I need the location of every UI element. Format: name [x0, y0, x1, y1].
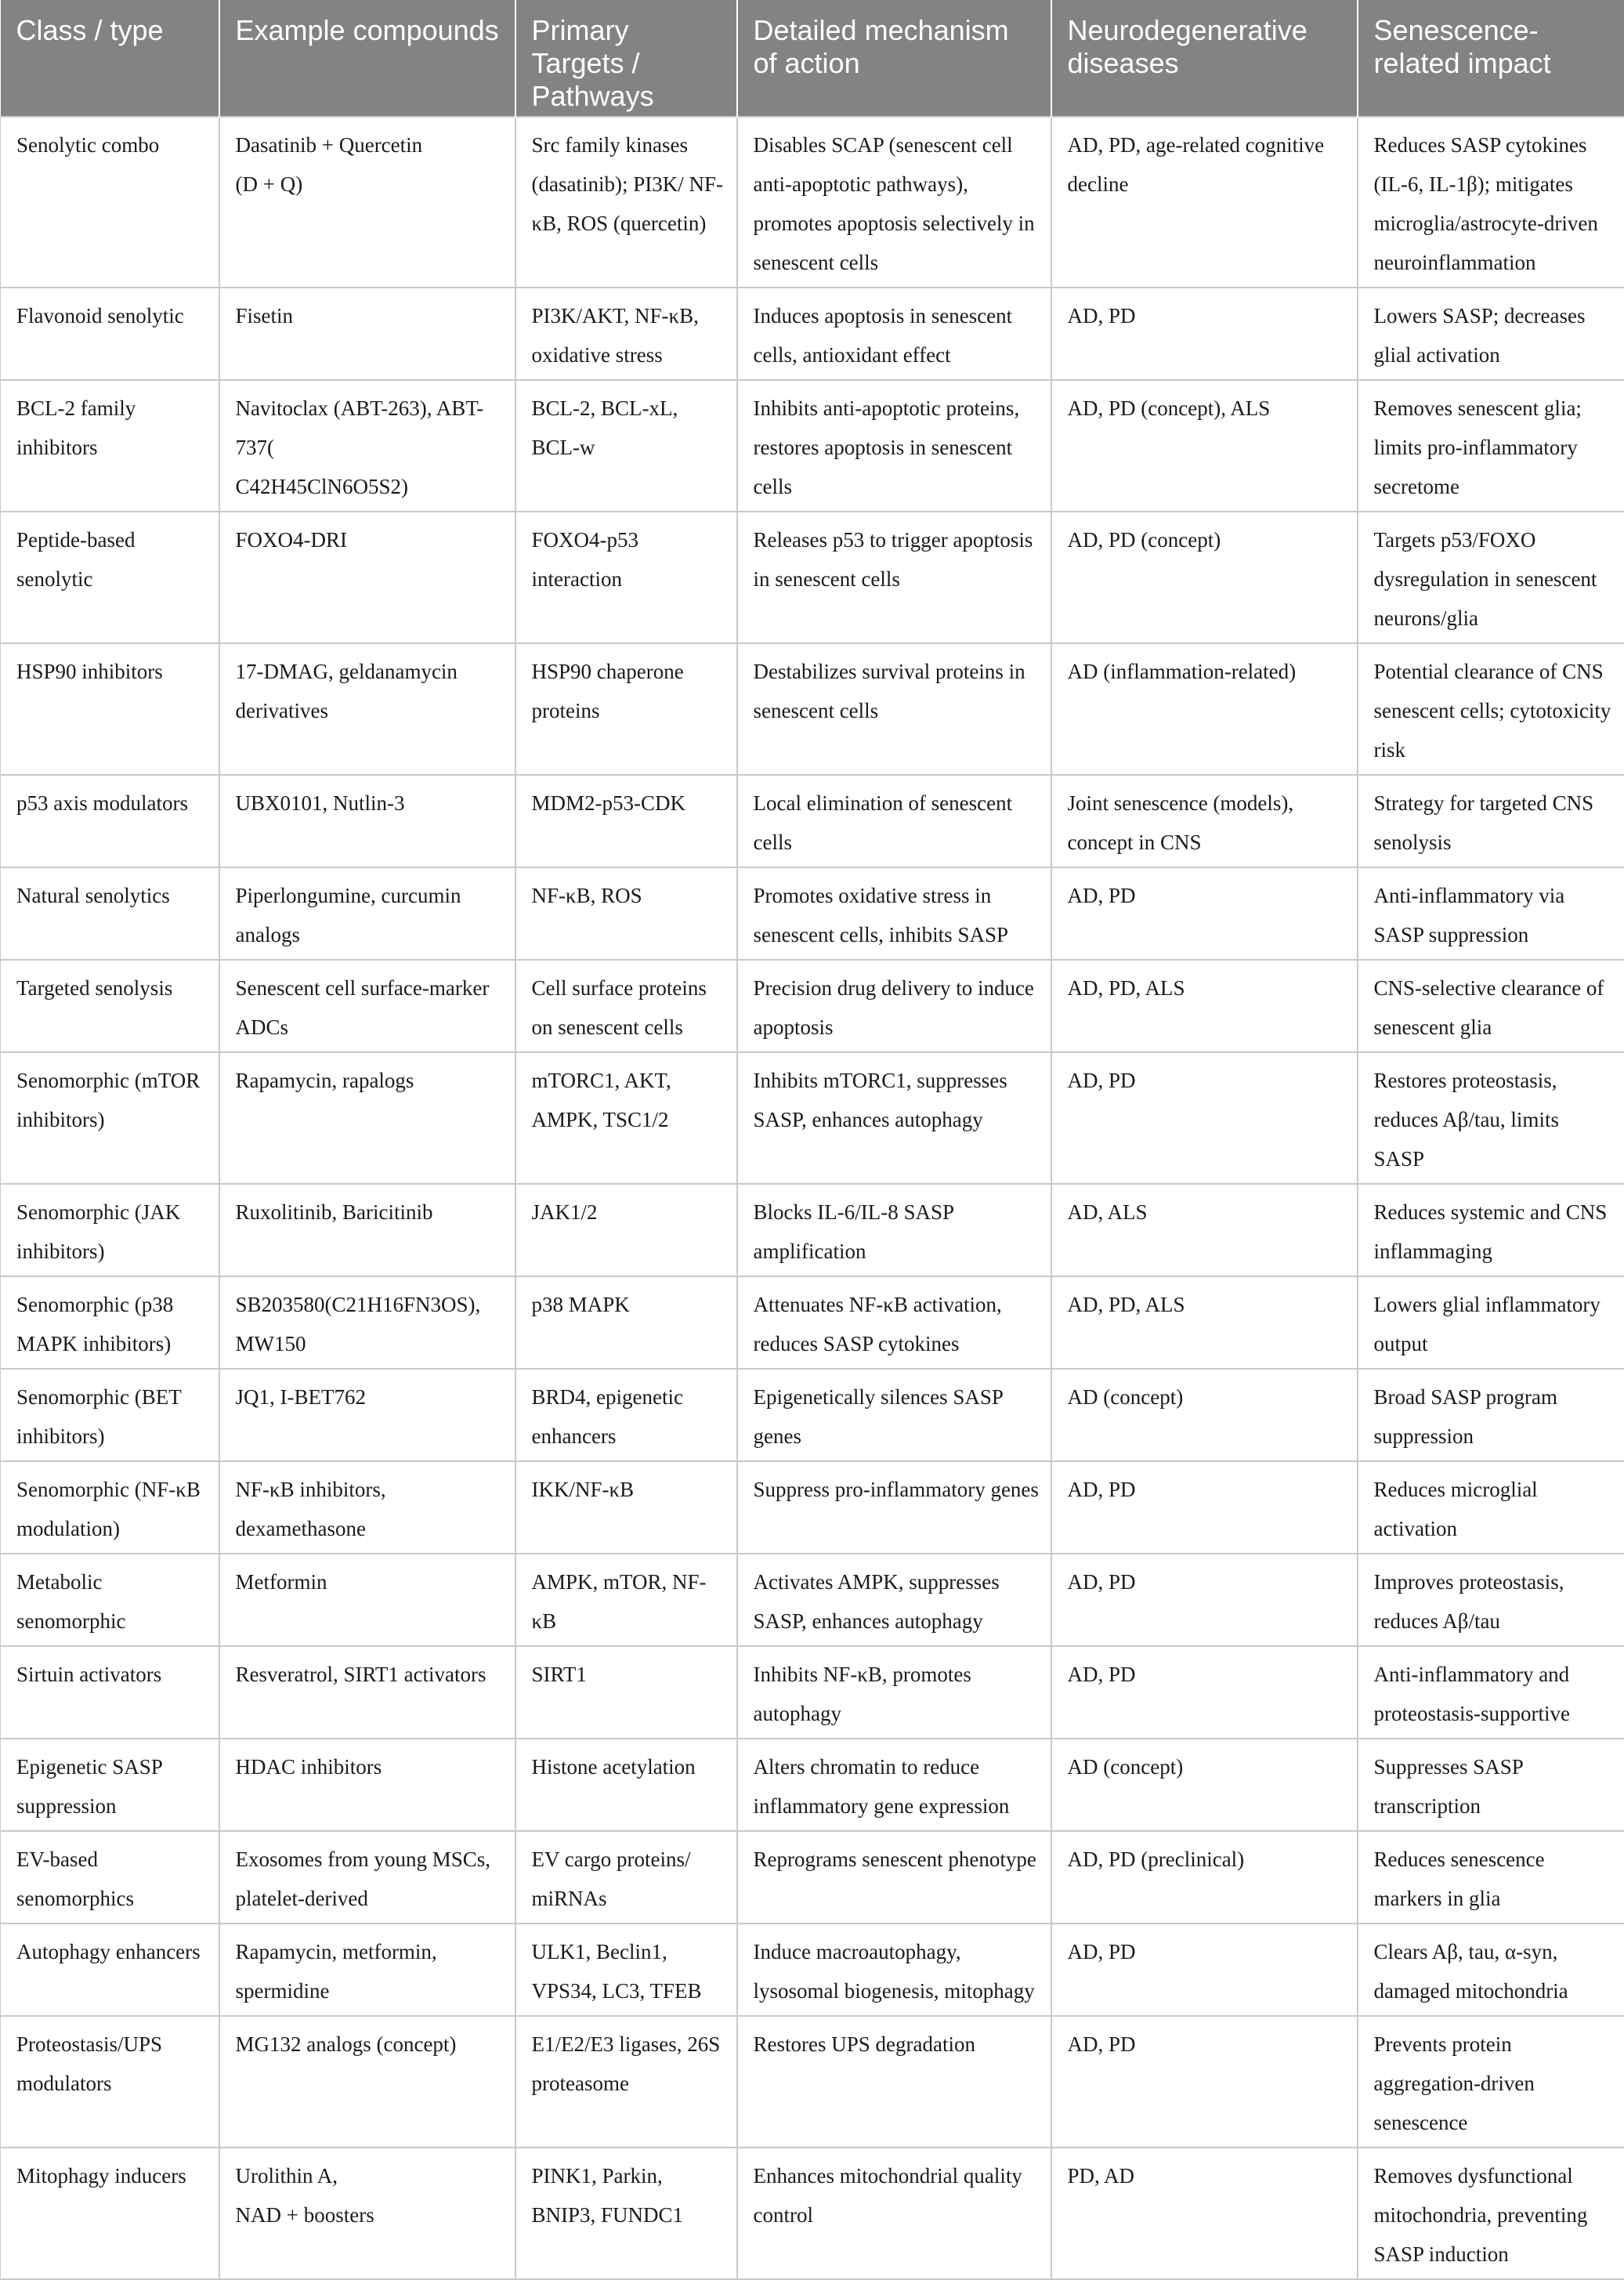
cell-diseases: AD, PD, ALS	[1051, 960, 1358, 1052]
cell-senescence-impact: Restores proteostasis, reduces Aβ/tau, limits SASP	[1358, 1052, 1624, 1184]
cell-class-type: Senomorphic (BET inhibitors)	[1, 1369, 219, 1461]
table-row	[1, 867, 1624, 960]
cell-mechanism: Activates AMPK, suppresses SASP, enhances autophagy	[737, 1554, 1051, 1646]
cell-class-type: Sirtuin activators	[1, 1646, 219, 1739]
cell-primary-targets: NF-κB, ROS	[515, 867, 737, 960]
cell-example-compounds: Rapamycin, metformin, spermidine	[219, 1924, 515, 2016]
cell-class-type: Proteostasis/UPS modulators	[1, 2016, 219, 2148]
cell-class-type: Autophagy enhancers	[1, 1924, 219, 2016]
cell-mechanism: Suppress pro-inflammatory genes	[737, 1461, 1051, 1554]
cell-diseases: AD, PD (concept)	[1051, 512, 1358, 643]
cell-diseases: AD, PD	[1051, 1554, 1358, 1646]
cell-example-compounds: SB203580(C21H16FN3OS), MW150	[219, 1276, 515, 1369]
cell-mechanism: Reprograms senescent phenotype	[737, 1831, 1051, 1924]
cell-example-compounds: Ruxolitinib, Baricitinib	[219, 1184, 515, 1276]
cell-senescence-impact: Removes dysfunctional mitochondria, preventing SASP induction	[1358, 2148, 1624, 2279]
cell-diseases: AD, PD	[1051, 288, 1358, 380]
cell-mechanism: Induce macroautophagy, lysosomal biogenesis, mitophagy	[737, 1924, 1051, 2016]
header-example-compounds: Example compounds	[219, 0, 515, 117]
cell-primary-targets: HSP90 chaperone proteins	[515, 643, 737, 775]
cell-primary-targets: PINK1, Parkin, BNIP3, FUNDC1	[515, 2148, 737, 2279]
cell-primary-targets: mTORC1, AKT, AMPK, TSC1/2	[515, 1052, 737, 1184]
cell-primary-targets: AMPK, mTOR, NF-κB	[515, 1554, 737, 1646]
cell-primary-targets: FOXO4-p53 interaction	[515, 512, 737, 643]
cell-example-compounds: Metformin	[219, 1554, 515, 1646]
header-row	[1, 0, 1624, 117]
cell-mechanism: Inhibits anti-apoptotic proteins, restores apoptosis in senescent cells	[737, 380, 1051, 512]
cell-senescence-impact: Suppresses SASP transcription	[1358, 1739, 1624, 1831]
cell-class-type: Peptide-based senolytic	[1, 512, 219, 643]
cell-diseases: PD, AD	[1051, 2148, 1358, 2279]
table-row	[1, 643, 1624, 775]
cell-example-compounds: JQ1, I-BET762	[219, 1369, 515, 1461]
cell-primary-targets: IKK/NF-κB	[515, 1461, 737, 1554]
cell-example-compounds: MG132 analogs (concept)	[219, 2016, 515, 2148]
cell-example-compounds: Piperlongumine, curcumin analogs	[219, 867, 515, 960]
cell-primary-targets: SIRT1	[515, 1646, 737, 1739]
cell-senescence-impact: Reduces senescence markers in glia	[1358, 1831, 1624, 1924]
cell-senescence-impact: Strategy for targeted CNS senolysis	[1358, 775, 1624, 867]
cell-example-compounds: Exosomes from young MSCs, platelet-derived	[219, 1831, 515, 1924]
cell-class-type: Epigenetic SASP suppression	[1, 1739, 219, 1831]
table-row	[1, 1554, 1624, 1646]
header-primary-targets: Primary Targets / Pathways	[515, 0, 737, 117]
cell-diseases: AD (concept)	[1051, 1739, 1358, 1831]
header-diseases: Neurodegenerative diseases	[1051, 0, 1358, 117]
cell-primary-targets: p38 MAPK	[515, 1276, 737, 1369]
cell-mechanism: Enhances mitochondrial quality control	[737, 2148, 1051, 2279]
cell-senescence-impact: Improves proteostasis, reduces Aβ/tau	[1358, 1554, 1624, 1646]
table-row	[1, 2148, 1624, 2279]
cell-example-compounds: Dasatinib + Quercetin (D + Q)	[219, 117, 515, 288]
cell-class-type: Senomorphic (NF-κB modulation)	[1, 1461, 219, 1554]
cell-diseases: AD, PD	[1051, 1052, 1358, 1184]
cell-mechanism: Promotes oxidative stress in senescent cells, inhibits SASP	[737, 867, 1051, 960]
cell-example-compounds: FOXO4-DRI	[219, 512, 515, 643]
cell-diseases: AD, PD, age-related cognitive decline	[1051, 117, 1358, 288]
cell-primary-targets: JAK1/2	[515, 1184, 737, 1276]
table-row	[1, 1369, 1624, 1461]
cell-mechanism: Inhibits mTORC1, suppresses SASP, enhances autophagy	[737, 1052, 1051, 1184]
cell-class-type: Natural senolytics	[1, 867, 219, 960]
cell-example-compounds: Navitoclax (ABT-263), ABT-737( C42H45ClN6O5S2)	[219, 380, 515, 512]
cell-primary-targets: MDM2-p53-CDK	[515, 775, 737, 867]
cell-mechanism: Induces apoptosis in senescent cells, antioxidant effect	[737, 288, 1051, 380]
header-mechanism: Detailed mechanism of action	[737, 0, 1051, 117]
cell-senescence-impact: Reduces microglial activation	[1358, 1461, 1624, 1554]
cell-diseases: AD, PD	[1051, 1461, 1358, 1554]
cell-class-type: EV-based senomorphics	[1, 1831, 219, 1924]
header-class-type: Class / type	[1, 0, 219, 117]
cell-diseases: AD, PD	[1051, 1924, 1358, 2016]
cell-class-type: Senomorphic (JAK inhibitors)	[1, 1184, 219, 1276]
cell-primary-targets: BRD4, epigenetic enhancers	[515, 1369, 737, 1461]
header-senescence-impact: Senescence-related impact	[1358, 0, 1624, 117]
cell-senescence-impact: Lowers glial inflammatory output	[1358, 1276, 1624, 1369]
cell-mechanism: Releases p53 to trigger apoptosis in senescent cells	[737, 512, 1051, 643]
cell-example-compounds: Senescent cell surface-marker ADCs	[219, 960, 515, 1052]
cell-senescence-impact: Prevents protein aggregation-driven senescence	[1358, 2016, 1624, 2148]
cell-primary-targets: Cell surface proteins on senescent cells	[515, 960, 737, 1052]
cell-class-type: Mitophagy inducers	[1, 2148, 219, 2279]
cell-primary-targets: BCL-2, BCL-xL, BCL-w	[515, 380, 737, 512]
table-header	[1, 0, 1624, 117]
cell-senescence-impact: Anti-inflammatory and proteostasis-supportive	[1358, 1646, 1624, 1739]
table-row	[1, 117, 1624, 288]
table-row	[1, 1739, 1624, 1831]
cell-diseases: AD, PD	[1051, 2016, 1358, 2148]
cell-senescence-impact: Clears Aβ, tau, α-syn, damaged mitochondria	[1358, 1924, 1624, 2016]
cell-diseases: Joint senescence (models), concept in CNS	[1051, 775, 1358, 867]
table-row	[1, 775, 1624, 867]
cell-primary-targets: PI3K/AKT, NF-κB, oxidative stress	[515, 288, 737, 380]
cell-example-compounds: Urolithin A, NAD + boosters	[219, 2148, 515, 2279]
cell-senescence-impact: Reduces SASP cytokines (IL-6, IL-1β); mitigates microglia/astrocyte-driven neuroinflammation	[1358, 117, 1624, 288]
cell-senescence-impact: Reduces systemic and CNS inflammaging	[1358, 1184, 1624, 1276]
cell-mechanism: Alters chromatin to reduce inflammatory gene expression	[737, 1739, 1051, 1831]
cell-mechanism: Precision drug delivery to induce apoptosis	[737, 960, 1051, 1052]
table-row	[1, 380, 1624, 512]
cell-senescence-impact: Potential clearance of CNS senescent cells; cytotoxicity risk	[1358, 643, 1624, 775]
cell-class-type: Targeted senolysis	[1, 960, 219, 1052]
cell-example-compounds: 17-DMAG, geldanamycin derivatives	[219, 643, 515, 775]
cell-example-compounds: UBX0101, Nutlin-3	[219, 775, 515, 867]
cell-senescence-impact: Targets p53/FOXO dysregulation in senescent neurons/glia	[1358, 512, 1624, 643]
cell-senescence-impact: Lowers SASP; decreases glial activation	[1358, 288, 1624, 380]
cell-mechanism: Restores UPS degradation	[737, 2016, 1051, 2148]
cell-class-type: HSP90 inhibitors	[1, 643, 219, 775]
table-row	[1, 1831, 1624, 1924]
cell-example-compounds: Resveratrol, SIRT1 activators	[219, 1646, 515, 1739]
cell-example-compounds: Fisetin	[219, 288, 515, 380]
cell-class-type: Flavonoid senolytic	[1, 288, 219, 380]
cell-primary-targets: Src family kinases (dasatinib); PI3K/ NF-κB, ROS (quercetin)	[515, 117, 737, 288]
cell-mechanism: Attenuates NF-κB activation, reduces SASP cytokines	[737, 1276, 1051, 1369]
cell-senescence-impact: Removes senescent glia; limits pro-inflammatory secretome	[1358, 380, 1624, 512]
cell-diseases: AD, PD	[1051, 867, 1358, 960]
cell-senescence-impact: Broad SASP program suppression	[1358, 1369, 1624, 1461]
cell-mechanism: Disables SCAP (senescent cell anti-apoptotic pathways), promotes apoptosis selectively in senescent cells	[737, 117, 1051, 288]
table-row	[1, 512, 1624, 643]
cell-diseases: AD (inflammation-related)	[1051, 643, 1358, 775]
cell-diseases: AD, PD	[1051, 1646, 1358, 1739]
cell-mechanism: Inhibits NF-κB, promotes autophagy	[737, 1646, 1051, 1739]
cell-mechanism: Blocks IL-6/IL-8 SASP amplification	[737, 1184, 1051, 1276]
table-row	[1, 1924, 1624, 2016]
cell-primary-targets: Histone acetylation	[515, 1739, 737, 1831]
cell-class-type: Senomorphic (p38 MAPK inhibitors)	[1, 1276, 219, 1369]
cell-example-compounds: NF-κB inhibitors, dexamethasone	[219, 1461, 515, 1554]
cell-mechanism: Epigenetically silences SASP genes	[737, 1369, 1051, 1461]
table-row	[1, 1184, 1624, 1276]
cell-class-type: Senolytic combo	[1, 117, 219, 288]
cell-mechanism: Local elimination of senescent cells	[737, 775, 1051, 867]
cell-diseases: AD, PD (preclinical)	[1051, 1831, 1358, 1924]
cell-diseases: AD, PD (concept), ALS	[1051, 380, 1358, 512]
cell-diseases: AD, PD, ALS	[1051, 1276, 1358, 1369]
cell-primary-targets: ULK1, Beclin1, VPS34, LC3, TFEB	[515, 1924, 737, 2016]
cell-class-type: Senomorphic (mTOR inhibitors)	[1, 1052, 219, 1184]
cell-senescence-impact: Anti-inflammatory via SASP suppression	[1358, 867, 1624, 960]
cell-primary-targets: E1/E2/E3 ligases, 26S proteasome	[515, 2016, 737, 2148]
cell-class-type: BCL-2 family inhibitors	[1, 380, 219, 512]
cell-primary-targets: EV cargo proteins/ miRNAs	[515, 1831, 737, 1924]
cell-class-type: p53 axis modulators	[1, 775, 219, 867]
table-row	[1, 2016, 1624, 2148]
table-row	[1, 1276, 1624, 1369]
table-row	[1, 1646, 1624, 1739]
table-row	[1, 960, 1624, 1052]
table-row	[1, 288, 1624, 380]
cell-class-type: Metabolic senomorphic	[1, 1554, 219, 1646]
cell-mechanism: Destabilizes survival proteins in senescent cells	[737, 643, 1051, 775]
cell-example-compounds: HDAC inhibitors	[219, 1739, 515, 1831]
cell-diseases: AD (concept)	[1051, 1369, 1358, 1461]
cell-example-compounds: Rapamycin, rapalogs	[219, 1052, 515, 1184]
table-row	[1, 1052, 1624, 1184]
cell-senescence-impact: CNS-selective clearance of senescent glia	[1358, 960, 1624, 1052]
table-row	[1, 1461, 1624, 1554]
cell-diseases: AD, ALS	[1051, 1184, 1358, 1276]
table-body	[1, 117, 1624, 2279]
